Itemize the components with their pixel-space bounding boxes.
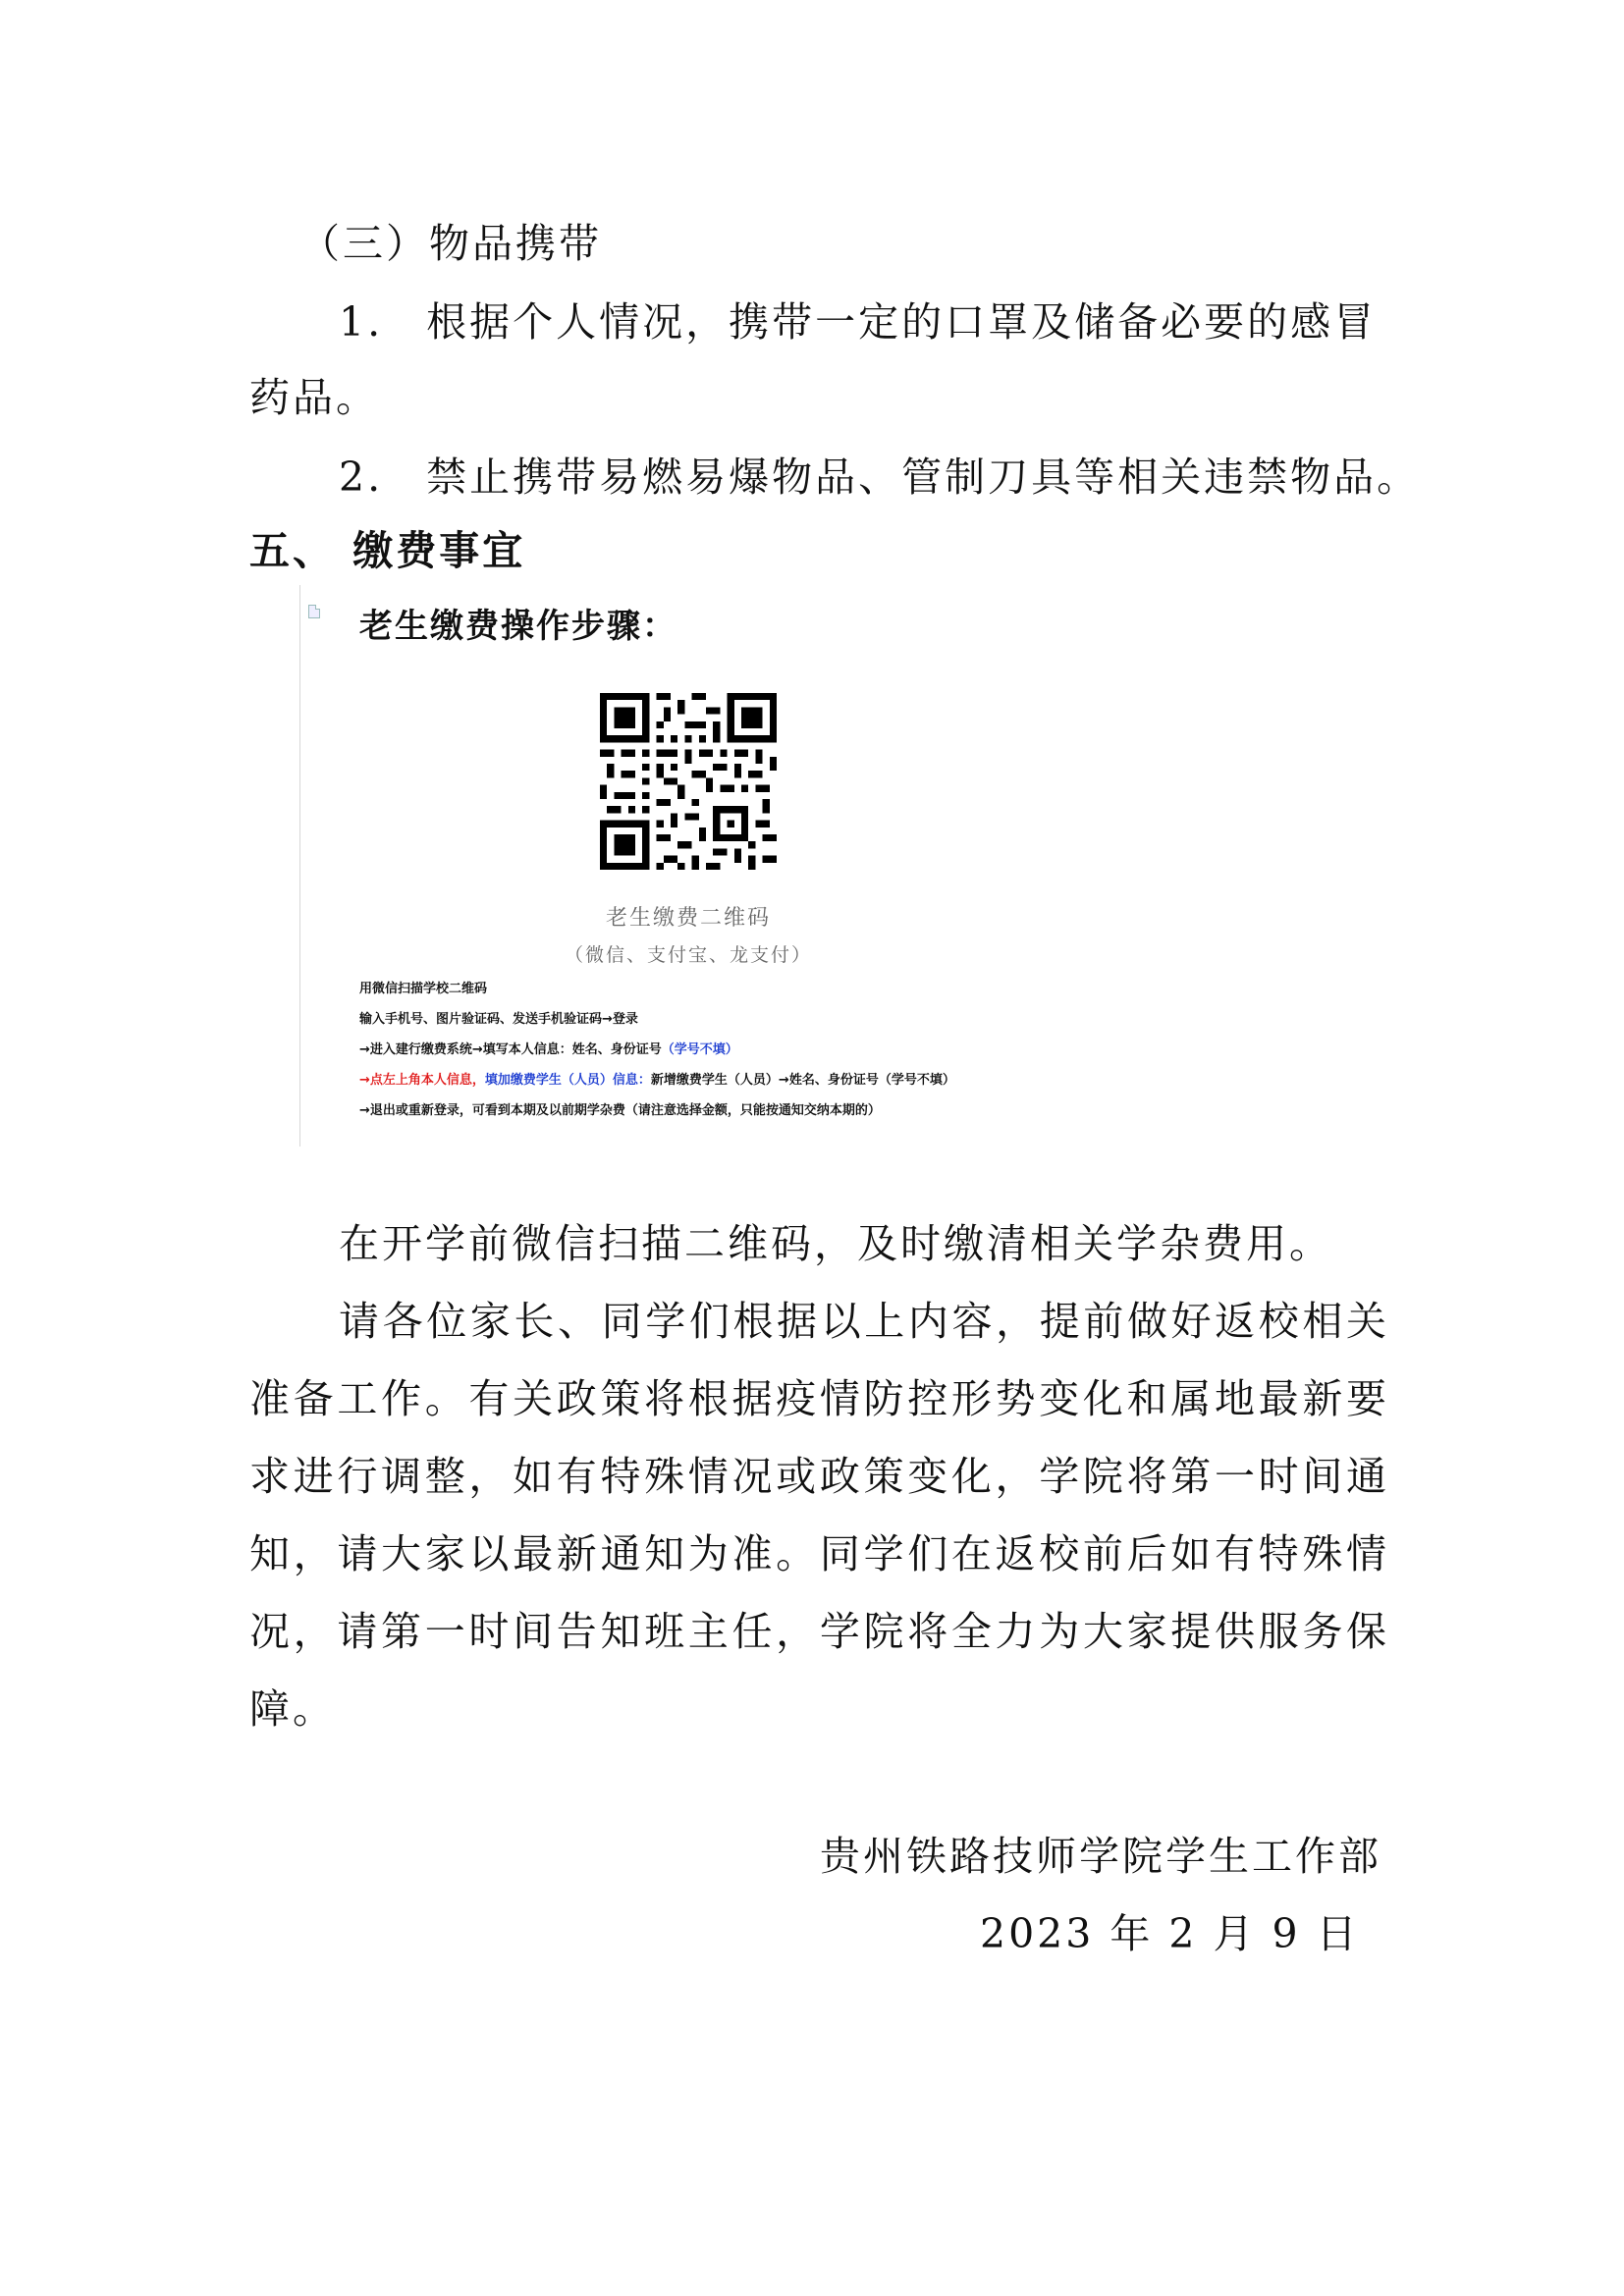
body-paragraph-2-line-4: 知，请大家以最新通知为准。同学们在返校前后如有特殊情 <box>249 1530 1386 1577</box>
step-3 <box>359 1039 738 1057</box>
qr-payment-methods: （微信、支付宝、龙支付） <box>564 944 812 966</box>
step-3-text: →进入建行缴费系统→填写本人信息：姓名、身份证号 <box>359 1042 662 1057</box>
step-4-red: →点左上角本人信息， <box>359 1073 485 1088</box>
section3-item1-line2: 药品。 <box>249 374 379 421</box>
document-icon <box>308 605 320 618</box>
body-paragraph-2-line-3: 求进行调整，如有特殊情况或政策变化，学院将第一时间通 <box>249 1453 1386 1500</box>
qr-caption: 老生缴费二维码 <box>605 906 771 931</box>
body-paragraph-2-line-5: 况，请第一时间告知班主任，学院将全力为大家提供服务保 <box>249 1608 1386 1655</box>
step-4-rest: 新增缴费学生（人员）→姓名、身份证号（学号不填） <box>650 1073 955 1088</box>
body-paragraph-2-line-6: 障。 <box>249 1685 336 1733</box>
body-paragraph-2-line-2: 准备工作。有关政策将根据疫情防控形势变化和属地最新要 <box>249 1375 1386 1422</box>
step-4-blue: 填加缴费学生（人员）信息： <box>484 1073 651 1088</box>
step-2: 输入手机号、图片验证码、发送手机验证码→登录 <box>359 1012 638 1027</box>
payment-steps-title: 老生缴费操作步骤： <box>359 607 677 646</box>
step-1: 用微信扫描学校二维码 <box>359 982 488 996</box>
step-4 <box>359 1069 955 1088</box>
section3-heading: （三）物品携带 <box>299 220 602 267</box>
payment-instructions-image <box>299 585 1047 1147</box>
payment-qr-code <box>600 693 777 870</box>
signature-date: 2023 年 2 月 9 日 <box>980 1910 1360 1957</box>
body-paragraph-1: 在开学前微信扫描二维码，及时缴清相关学杂费用。 <box>339 1220 1332 1267</box>
body-paragraph-2-line-1: 请各位家长、同学们根据以上内容，提前做好返校相关 <box>339 1298 1386 1345</box>
signature-organization: 贵州铁路技师学院学生工作部 <box>820 1833 1381 1880</box>
section5-heading: 五、 缴费事宜 <box>249 527 526 574</box>
step-3-note: （学号不填） <box>661 1042 738 1057</box>
section3-item1-line1: 1. 根据个人情况，携带一定的口罩及储备必要的感冒 <box>339 298 1378 346</box>
section3-item2: 2. 禁止携带易燃易爆物品、管制刀具等相关违禁物品。 <box>339 454 1421 501</box>
step-5: →退出或重新登录，可看到本期及以前期学杂费（请注意选择金额，只能按通知交纳本期的） <box>359 1103 881 1118</box>
